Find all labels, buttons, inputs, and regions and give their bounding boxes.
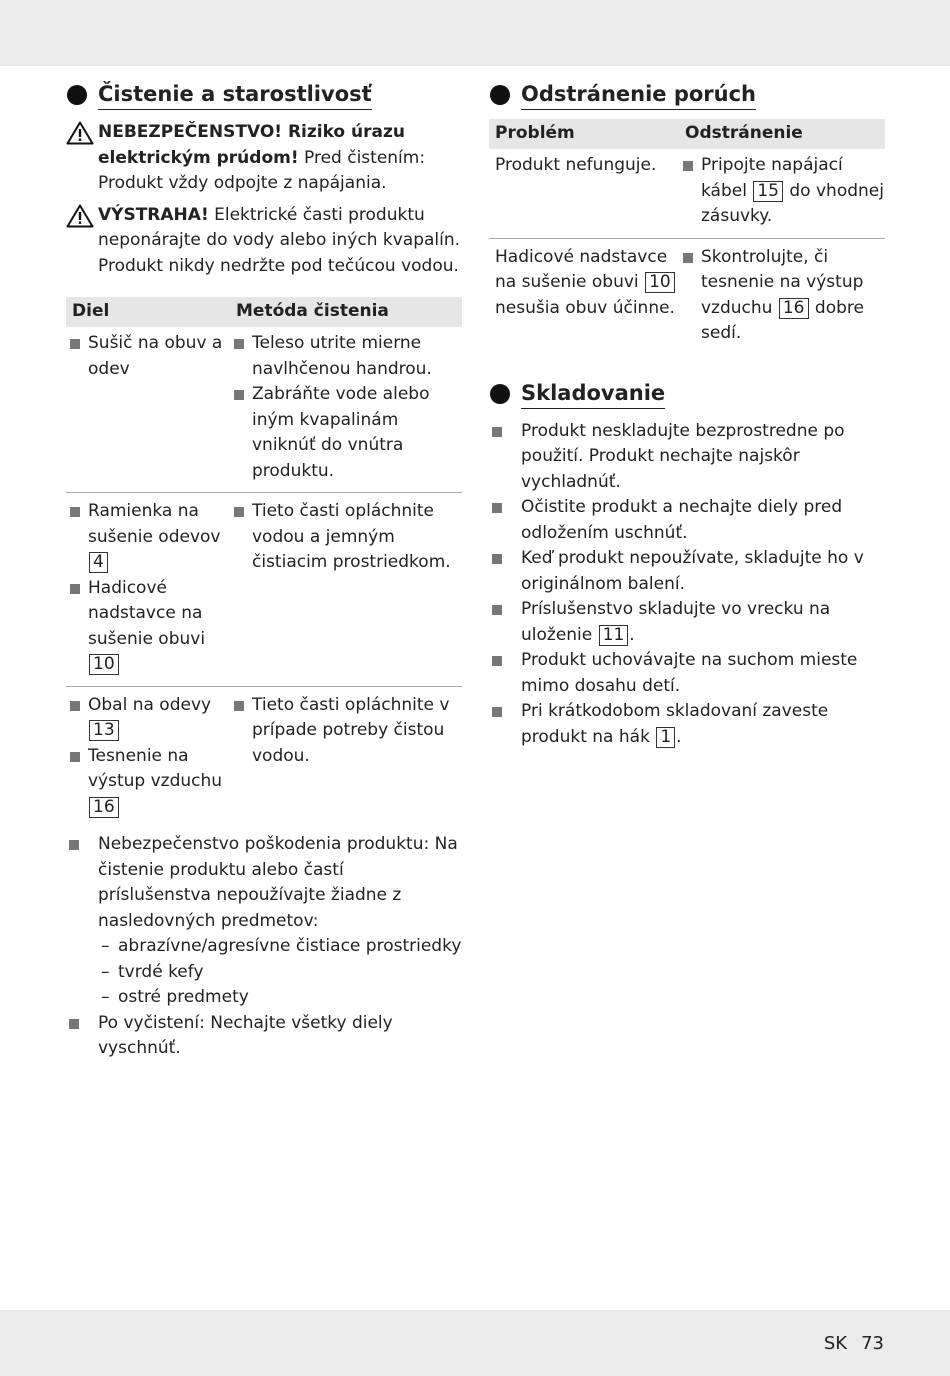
col-header-method: Metóda čistenia (230, 297, 462, 327)
square-bullet-icon (492, 605, 502, 615)
square-bullet-icon (70, 752, 80, 762)
dash-item: – tvrdé kefy (101, 961, 204, 982)
part-number-badge: 16 (89, 797, 119, 818)
list-item: Sušič na obuv a odev (66, 331, 230, 382)
table-cell-method (230, 686, 462, 828)
table-row (66, 327, 462, 493)
bullet-dot-icon (490, 384, 510, 404)
table-row (66, 686, 462, 828)
table-cell-method (230, 493, 462, 687)
table-cell-part (66, 686, 230, 828)
list-item: Teleso utrite mierne navlhčenou handrou. (230, 331, 462, 382)
list-item: Hadicové nadstavce na sušenie obuvi 10 (66, 576, 230, 678)
left-column (66, 80, 462, 1062)
square-bullet-icon (492, 707, 502, 717)
page-number: 73 (861, 1333, 884, 1354)
storage-list (489, 419, 885, 751)
part-number-badge: 1 (656, 727, 675, 748)
list-item: Ramienka na sušenie odevov 4 (66, 499, 230, 576)
table-row (489, 238, 885, 355)
square-bullet-icon (234, 390, 244, 400)
square-bullet-icon (492, 503, 502, 513)
square-bullet-icon (683, 161, 693, 171)
bullet-dot-icon (67, 85, 87, 105)
part-number-badge: 16 (779, 298, 809, 319)
square-bullet-icon (234, 339, 244, 349)
section-heading-troubleshooting: Odstránenie porúch (489, 80, 885, 112)
top-band (0, 0, 950, 66)
square-bullet-icon (492, 656, 502, 666)
language-code: SK (823, 1333, 848, 1354)
square-bullet-icon (492, 554, 502, 564)
list-item: Produkt neskladujte bezprostredne po použití. Produkt nechajte najskôr vychladnúť. (489, 419, 885, 496)
list-item: Pri krátkodobom skladovaní zaveste produkt na hák 1 . (489, 699, 885, 750)
table-header-row (489, 119, 885, 149)
dash-item: – abrazívne/agresívne čistiace prostriedky (101, 936, 462, 956)
square-bullet-icon (234, 507, 244, 517)
troubleshooting-table (489, 119, 885, 355)
table-row (489, 149, 885, 238)
bullet-dot-icon (490, 85, 510, 105)
warning-text: Elektrické časti produktu neponárajte do vody alebo iných kvapalín. Produkt nikdy nedržte pod tečúcou vodou. (98, 204, 461, 276)
bottom-band (0, 1310, 950, 1376)
danger-notice (66, 120, 462, 197)
square-bullet-icon (70, 584, 80, 594)
square-bullet-icon (234, 701, 244, 711)
square-bullet-icon (69, 1019, 79, 1029)
table-cell-problem: Hadicové nadstavce na sušenie obuvi 10 nesušia obuv účinne. (495, 246, 675, 318)
warning-triangle-icon (66, 121, 94, 145)
square-bullet-icon (69, 840, 79, 850)
page-footer (824, 1331, 884, 1357)
list-item: Po vyčistení: Nechajte všetky diely vyschnúť. (66, 1011, 462, 1062)
square-bullet-icon (70, 339, 80, 349)
list-item: Produkt uchovávajte na suchom mieste mimo dosahu detí. (489, 648, 885, 699)
table-cell-fix (679, 238, 885, 355)
part-number-badge: 13 (89, 720, 119, 741)
col-header-problem: Problém (489, 119, 679, 149)
danger-label: NEBEZPEČENSTVO! Riziko úrazu elektrickým prúdom! (98, 122, 405, 168)
right-column (489, 80, 885, 750)
danger-text: Pred čistením: Produkt vždy odpojte z napájania. (98, 147, 426, 193)
table-row (66, 493, 462, 687)
table-header-row (66, 297, 462, 327)
part-number-badge: 15 (753, 181, 783, 202)
warning-triangle-icon (66, 204, 94, 228)
part-number-badge: 10 (645, 272, 675, 293)
table-cell-fix (679, 149, 885, 238)
table-cell-method (230, 327, 462, 493)
part-number-badge: 4 (89, 552, 108, 573)
dash-item: – ostré predmety (101, 987, 249, 1007)
cleaning-table (66, 297, 462, 828)
list-item: Pripojte napájací kábel 15 do vhodnej zásuvky. (679, 153, 885, 230)
table-cell-part (66, 493, 230, 687)
warning-notice (66, 203, 462, 280)
list-item: Keď produkt nepoužívate, skladujte ho v originálnom balení. (489, 546, 885, 597)
list-item: Nebezpečenstvo poškodenia produktu: Na čistenie produktu alebo častí príslušenstva nepoužívajte žiadne z nasledovných predmetov: (66, 832, 462, 934)
list-item: Tieto časti opláchnite vodou a jemným čistiacim prostriedkom. (230, 499, 462, 576)
list-item: Obal na odevy 13 (66, 693, 230, 744)
part-number-badge: 11 (599, 625, 629, 646)
list-item: Príslušenstvo skladujte vo vrecku na uloženie 11 . (489, 597, 885, 648)
cleaning-notes (66, 832, 462, 1062)
warning-label: VÝSTRAHA! (98, 204, 209, 225)
part-number-badge: 10 (89, 654, 119, 675)
table-cell-part (66, 327, 230, 493)
col-header-fix: Odstránenie (679, 119, 885, 149)
square-bullet-icon (70, 507, 80, 517)
list-item: Zabráňte vode alebo iným kvapalinám vniknúť do vnútra produktu. (230, 382, 462, 484)
dash-list (66, 934, 462, 1011)
list-item: Tieto časti opláchnite v prípade potreby čistou vodou. (230, 693, 462, 770)
section-heading-cleaning: Čistenie a starostlivosť (66, 80, 462, 112)
col-header-part: Diel (66, 297, 230, 327)
list-item: Tesnenie na výstup vzduchu 16 (66, 744, 230, 821)
section-heading-storage: Skladovanie (489, 379, 885, 411)
square-bullet-icon (492, 427, 502, 437)
list-item: Očistite produkt a nechajte diely pred odložením uschnúť. (489, 495, 885, 546)
table-cell-problem: Produkt nefunguje. (489, 149, 679, 238)
square-bullet-icon (70, 701, 80, 711)
list-item: Skontrolujte, či tesnenie na výstup vzduchu 16 dobre sedí. (679, 245, 885, 347)
square-bullet-icon (683, 253, 693, 263)
